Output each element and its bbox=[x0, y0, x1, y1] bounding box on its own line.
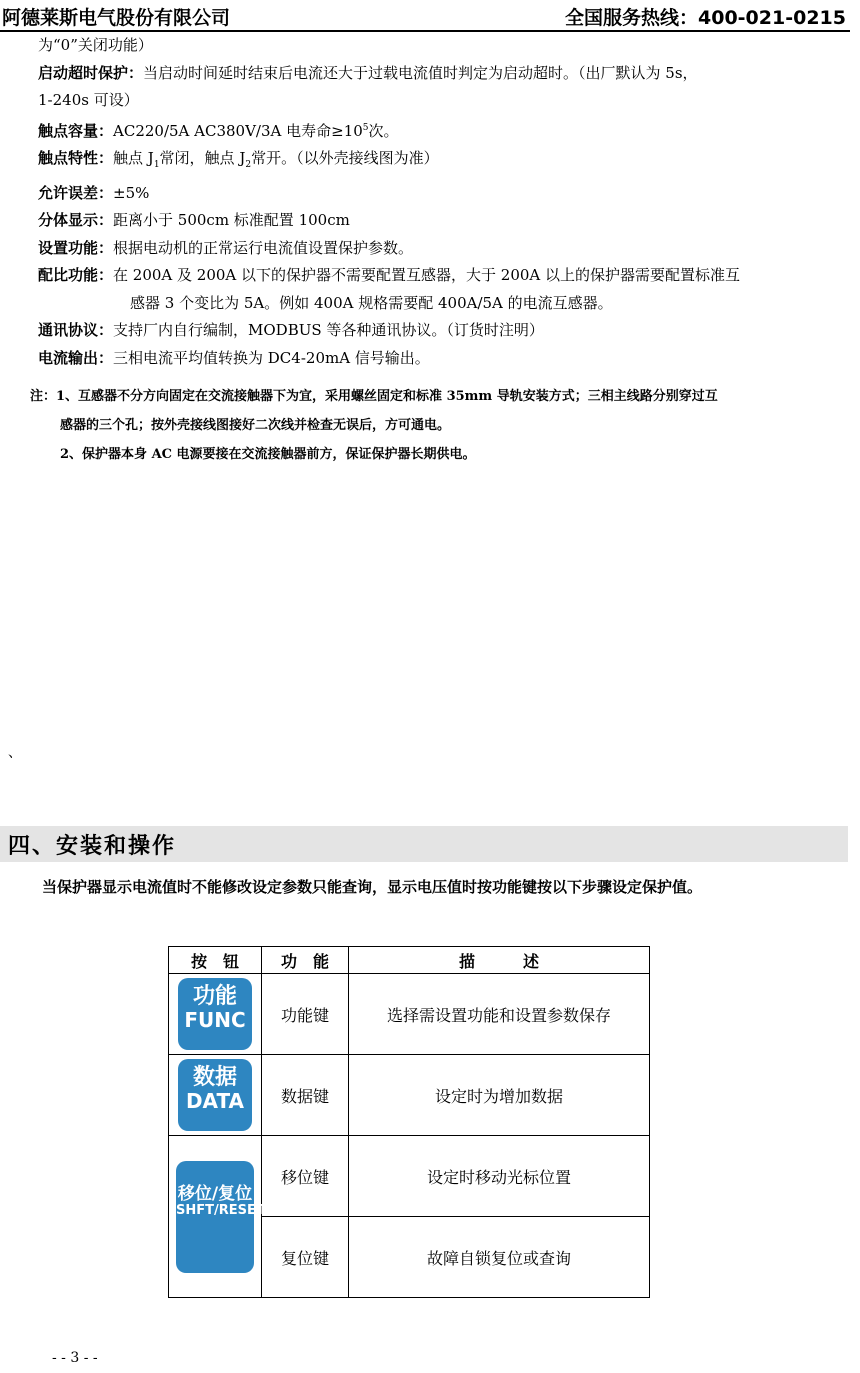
spec-contact-property: 触点特性：触点 $J_1$常闭，触点 $J_2$常开。（以外壳接线图为准） bbox=[38, 149, 439, 170]
note-1: 注：1、互感器不分方向固定在交流接触器下为宜，采用螺丝固定和标准 35mm 导轨安装方式；三相主线路分别穿过互 bbox=[30, 389, 718, 404]
note-1-cont: 感器的三个孔；按外壳接线图接好二次线并检查无误后，方可通电。 bbox=[60, 418, 451, 433]
spec-continuation: 为“0”关闭功能） bbox=[38, 36, 153, 54]
shft-key-cell bbox=[169, 1136, 265, 1298]
row-description: 选择需设置功能和设置参数保存 bbox=[349, 974, 650, 1055]
row-description: 故障自锁复位或查询 bbox=[349, 1217, 650, 1298]
row-function: 数据键 bbox=[262, 1055, 349, 1136]
note-2: 2、保护器本身 AC 电源要接在交流接触器前方，保证保护器长期供电。 bbox=[60, 447, 476, 462]
header-button: 按 钮 bbox=[169, 947, 262, 974]
row-function: 移位键 bbox=[262, 1136, 349, 1217]
table-row bbox=[169, 1055, 650, 1136]
page-number: - - 3 - - bbox=[52, 1350, 98, 1366]
spec-protocol: 通讯协议：支持厂内自行编制，MODBUS 等各种通讯协议。（订货时注明） bbox=[38, 321, 544, 339]
spec-tolerance: 允许误差：±5% bbox=[38, 183, 150, 202]
table-row bbox=[169, 1136, 650, 1217]
stray-mark: 、 bbox=[8, 745, 22, 761]
section-heading bbox=[0, 826, 848, 862]
company-name: 阿德莱斯电气股份有限公司 bbox=[2, 7, 231, 29]
row-function: 功能键 bbox=[262, 974, 349, 1055]
spec-startup-timeout: 启动超时保护：当启动时间延时结束后电流还大于过载电流值时判定为启动超时。（出厂默认为 5s， 1-240s 可设） bbox=[38, 63, 698, 109]
section-intro: 当保护器显示电流值时不能修改设定参数只能查询，显示电压值时按功能键按以下步骤设定保护值。 bbox=[42, 878, 703, 896]
shft-reset-key-icon: 移位/复位 SHFT/RESET bbox=[176, 1161, 254, 1273]
func-key-cell bbox=[169, 974, 262, 1055]
button-table bbox=[168, 946, 650, 1298]
spec-output: 电流输出：三相电流平均值转换为 DC4-20mA 信号输出。 bbox=[38, 348, 430, 367]
service-hotline: 全国服务热线：400-021-0215 bbox=[565, 7, 846, 29]
spec-setting: 设置功能：根据电动机的正常运行电流值设置保护参数。 bbox=[38, 238, 414, 257]
row-description: 设定时移动光标位置 bbox=[349, 1136, 650, 1217]
spec-ratio: 配比功能：在 200A 及 200A 以下的保护器不需要配置互感器，大于 200A 以上的保护器需要配置标准互 感器 3 个变比为 5A。例如 400A 规格需要配 400A/5A 的电流互感器。 bbox=[38, 266, 741, 312]
section-title: 四、安装和操作 bbox=[8, 833, 177, 859]
data-key-icon: 数据 DATA bbox=[178, 1059, 252, 1131]
page-header bbox=[0, 0, 850, 32]
spec-list bbox=[38, 32, 853, 372]
spec-split-display: 分体显示：距离小于 500cm 标准配置 100cm bbox=[38, 211, 350, 229]
table-header-row bbox=[169, 947, 650, 974]
notes bbox=[30, 382, 855, 469]
data-key-cell bbox=[169, 1055, 262, 1136]
header-function: 功 能 bbox=[262, 947, 349, 974]
table-row bbox=[169, 974, 650, 1055]
func-key-icon: 功能 FUNC bbox=[178, 978, 252, 1050]
header-description: 描 述 bbox=[349, 947, 650, 974]
spec-contact-capacity: 触点容量：AC220/5A AC380V/3A 电寿命$\ge 10^5$次。 bbox=[38, 121, 399, 140]
row-description: 设定时为增加数据 bbox=[349, 1055, 650, 1136]
row-function: 复位键 bbox=[262, 1217, 349, 1298]
